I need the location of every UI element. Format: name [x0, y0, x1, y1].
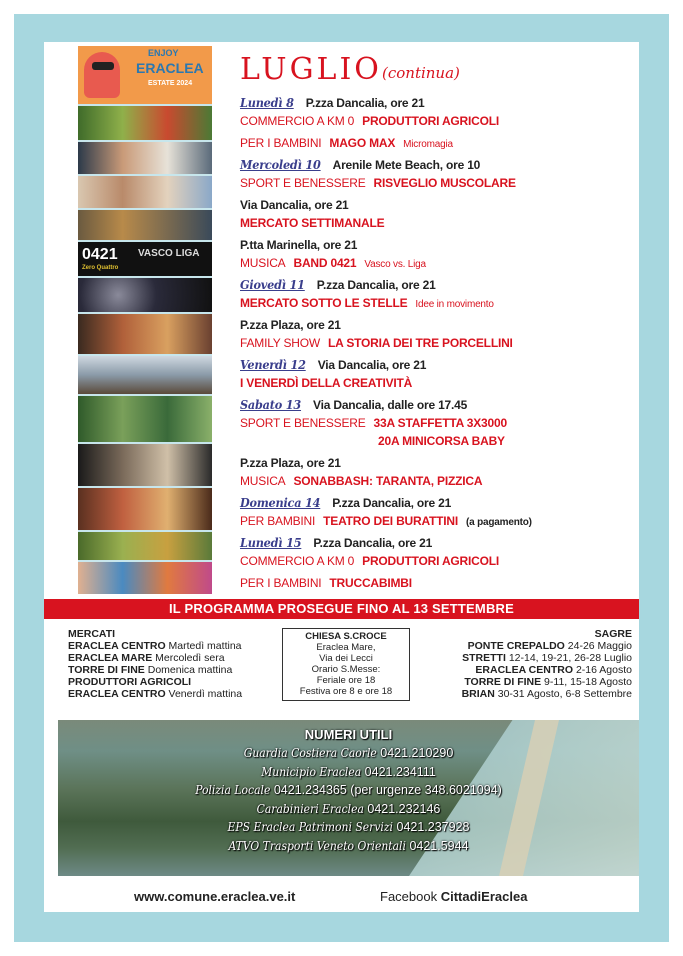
event-category: SPORT E BENESSERE: [240, 416, 366, 430]
event-category: COMMERCIO A KM 0: [240, 114, 355, 128]
continuation-banner: IL PROGRAMMA PROSEGUE FINO AL 13 SETTEMBRE: [44, 599, 639, 619]
mercati-line: [68, 688, 288, 700]
event-title: MERCATO SETTIMANALE: [240, 216, 385, 230]
facebook-link[interactable]: [380, 887, 527, 907]
mercati-place: ERACLEA CENTRO: [68, 688, 166, 700]
event-title: RISVEGLIO MUSCOLARE: [373, 176, 516, 190]
sagre-title: SAGRE: [594, 628, 632, 640]
month-title: LUGLIO: [240, 52, 382, 87]
event-line: [240, 512, 630, 530]
event-title: BAND 0421: [293, 256, 357, 270]
event-line: [240, 552, 630, 570]
event-category: FAMILY SHOW: [240, 336, 321, 350]
event-day: Mercoledì 10: [240, 157, 321, 172]
event-note: Idee in movimento: [415, 299, 494, 310]
event-category: PER BAMBINI: [240, 514, 316, 528]
number-label: Polizia Locale: [195, 783, 271, 797]
photo-sonabbash: [78, 444, 212, 486]
month-subtitle: (continua): [382, 64, 460, 82]
footer: [44, 887, 639, 907]
event-title: TEATRO DEI BURATTINI: [323, 514, 459, 528]
event-venue-line: [240, 236, 630, 254]
event-venue: P.zza Dancalia, ore 21: [316, 278, 436, 292]
mercati-line: [68, 652, 288, 664]
logo-line2: ERACLEA: [136, 60, 204, 76]
sagre-when: 30-31 Agosto, 6-8 Settembre: [497, 688, 632, 700]
event-line: [240, 112, 630, 130]
photo-strip: [78, 46, 212, 594]
produttori-title: PRODUTTORI AGRICOLI: [68, 676, 192, 688]
mercati-place: ERACLEA CENTRO: [68, 640, 166, 652]
sagre-when: 2-16 Agosto: [575, 664, 632, 676]
event-category: PER I BAMBINI: [240, 576, 322, 590]
facebook-page: CittadiEraclea: [440, 889, 528, 904]
event-venue: Via Dancalia, ore 21: [240, 198, 349, 212]
logo-thumb: [78, 46, 212, 104]
event-venue-line: [240, 156, 630, 174]
logo-line1: ENJOY: [148, 48, 179, 58]
phone-number[interactable]: 0421.232146: [367, 801, 441, 816]
sagre-line: [404, 688, 632, 700]
sagre-line: [404, 640, 632, 652]
event-day: Lunedì 15: [240, 535, 302, 550]
photo-fitness: [78, 176, 212, 208]
sagre-line: [404, 676, 632, 688]
mercati-title: MERCATI: [68, 628, 116, 640]
event-venue-line: [240, 276, 630, 294]
photo-family-show: [78, 314, 212, 354]
sagre-place: PONTE CREPALDO: [467, 640, 565, 652]
badge-number: 0421: [82, 246, 118, 263]
event-line: [240, 472, 630, 490]
chiesa-title: CHIESA S.CROCE: [305, 631, 387, 642]
sagre-place: TORRE DI FINE: [464, 676, 542, 688]
program-list: [240, 50, 630, 592]
number-item: [58, 744, 639, 763]
event-day: Giovedì 11: [240, 277, 305, 292]
event-line: [240, 254, 630, 272]
event-venue: P.zza Dancalia, ore 21: [313, 536, 433, 550]
event-line: [240, 134, 630, 152]
event-title: 20A MINICORSA BABY: [378, 434, 505, 448]
sagre-place: ERACLEA CENTRO: [475, 664, 574, 676]
badge-band: VASCO LIGA: [138, 248, 200, 259]
numbers-title: NUMERI UTILI: [304, 727, 393, 742]
mercati-when: Domenica mattina: [147, 664, 233, 676]
sagre-place: STRETTI: [462, 652, 506, 664]
photo-band-0421: [78, 242, 212, 276]
event-line: [240, 174, 630, 192]
event-title: PRODUTTORI AGRICOLI: [362, 114, 500, 128]
phone-number[interactable]: 0421.234111: [364, 764, 436, 779]
event-title: PRODUTTORI AGRICOLI: [362, 554, 500, 568]
mercati-when: Venerdì mattina: [168, 688, 243, 700]
event-title: I VENERDÌ DELLA CREATIVITÀ: [240, 376, 413, 390]
sagre-when: 9-11, 15-18 Agosto: [544, 676, 632, 688]
mercati-when: Martedì mattina: [168, 640, 242, 652]
phone-number[interactable]: 0421.237928: [396, 820, 470, 834]
event-venue: P.zza Plaza, ore 21: [240, 318, 341, 332]
photo-creativity: [78, 356, 212, 394]
event-day: Sabato 13: [240, 397, 302, 412]
chiesa-box: [282, 628, 410, 701]
event-line: [240, 214, 630, 232]
photo-relay-race: [78, 396, 212, 442]
event-line: [240, 574, 630, 592]
sagre-when: 24-26 Maggio: [567, 640, 632, 652]
event-venue: Arenile Mete Beach, ore 10: [332, 158, 481, 172]
facebook-label: Facebook: [380, 889, 438, 904]
mercati-place: ERACLEA MARE: [68, 652, 153, 664]
photo-face-paint: [78, 562, 212, 594]
phone-number[interactable]: 0421.234365 (per urgenze 348.6021094): [273, 783, 502, 797]
event-title: 33A STAFFETTA 3X3000: [373, 416, 507, 430]
website-link[interactable]: www.comune.eraclea.ve.it: [134, 889, 296, 904]
event-day: Lunedì 8: [240, 95, 294, 110]
event-day: Venerdì 12: [240, 357, 306, 372]
event-venue: Via Dancalia, dalle ore 17.45: [313, 398, 468, 412]
event-venue: P.zza Dancalia, ore 21: [305, 96, 425, 110]
mercati-line: [68, 664, 288, 676]
photo-produce: [78, 532, 212, 560]
number-label: ATVO Trasporti Veneto Orientali: [228, 838, 406, 853]
event-line: [240, 414, 630, 432]
event-line: [240, 374, 630, 392]
number-item: [58, 800, 639, 819]
event-category: MUSICA: [240, 256, 286, 270]
number-label: EPS Eraclea Patrimoni Servizi: [227, 820, 394, 834]
event-category: SPORT E BENESSERE: [240, 176, 366, 190]
event-title: SONABBASH: TARANTA, PIZZICA: [293, 474, 483, 488]
logo-line3: ESTATE 2024: [148, 80, 193, 87]
event-venue-line: [240, 454, 630, 472]
event-category: PER I BAMBINI: [240, 136, 322, 150]
event-line: [240, 334, 630, 352]
sagre-place: BRIAN: [461, 688, 495, 700]
event-venue: P.zza Dancalia, ore 21: [332, 496, 452, 510]
event-venue-line: [240, 534, 630, 552]
event-title: TRUCCABIMBI: [329, 576, 412, 590]
mercati-when: Mercoledì sera: [155, 652, 225, 664]
number-label: Municipio Eraclea: [261, 764, 362, 779]
useful-numbers-panel: [58, 720, 639, 876]
event-note: Vasco vs. Liga: [364, 259, 426, 270]
event-category: MUSICA: [240, 474, 286, 488]
event-day: Domenica 14: [240, 495, 321, 510]
chiesa-line: Eraclea Mare,: [316, 642, 376, 653]
event-line: [240, 294, 630, 312]
phone-number[interactable]: 0421.210290: [380, 746, 454, 760]
mercati-place: TORRE DI FINE: [68, 664, 145, 676]
number-label: Guardia Costiera Caorle: [243, 746, 377, 760]
chiesa-line: Orario S.Messe:: [311, 664, 381, 675]
chiesa-line: Via dei Lecci: [319, 653, 373, 664]
photo-market: [78, 106, 212, 140]
event-title: MAGO MAX: [329, 136, 396, 150]
event-category: COMMERCIO A KM 0: [240, 554, 355, 568]
sagre-block: [404, 628, 632, 700]
sagre-line: [404, 652, 632, 664]
chiesa-line: Festiva ore 8 e ore 18: [299, 686, 393, 697]
event-venue-line: [240, 196, 630, 214]
event-note: Micromagia: [403, 139, 453, 150]
month-header: [240, 50, 630, 94]
mercati-line: [68, 640, 288, 652]
event-title: MERCATO SOTTO LE STELLE: [240, 296, 408, 310]
photo-magician: [78, 142, 212, 174]
number-label: Carabinieri Eraclea: [256, 801, 364, 816]
flyer-sheet: [44, 42, 639, 912]
sagre-when: 12-14, 19-21, 26-28 Luglio: [508, 652, 632, 664]
sagre-line: [404, 664, 632, 676]
event-venue-line: [240, 494, 630, 512]
phone-number[interactable]: 0421.5944: [409, 838, 469, 853]
event-venue: P.zza Plaza, ore 21: [240, 456, 341, 470]
event-line: [240, 432, 630, 450]
event-venue: Via Dancalia, ore 21: [317, 358, 427, 372]
event-note: (a pagamento): [466, 517, 532, 528]
number-item: [58, 781, 639, 800]
chiesa-line: Feriale ore 18: [316, 675, 376, 686]
event-venue-line: [240, 396, 630, 414]
event-venue-line: [240, 94, 630, 112]
number-item: [58, 818, 639, 837]
photo-weekly-market: [78, 210, 212, 240]
event-venue: P.tta Marinella, ore 21: [240, 238, 358, 252]
number-item: [58, 763, 639, 782]
photo-stars: [78, 278, 212, 312]
event-venue-line: [240, 356, 630, 374]
event-venue-line: [240, 316, 630, 334]
badge-caption: Zero Quattro: [82, 265, 119, 271]
photo-puppets: [78, 488, 212, 530]
mercati-block: [68, 628, 288, 700]
event-title: LA STORIA DEI TRE PORCELLINI: [328, 336, 513, 350]
number-item: [58, 837, 639, 856]
